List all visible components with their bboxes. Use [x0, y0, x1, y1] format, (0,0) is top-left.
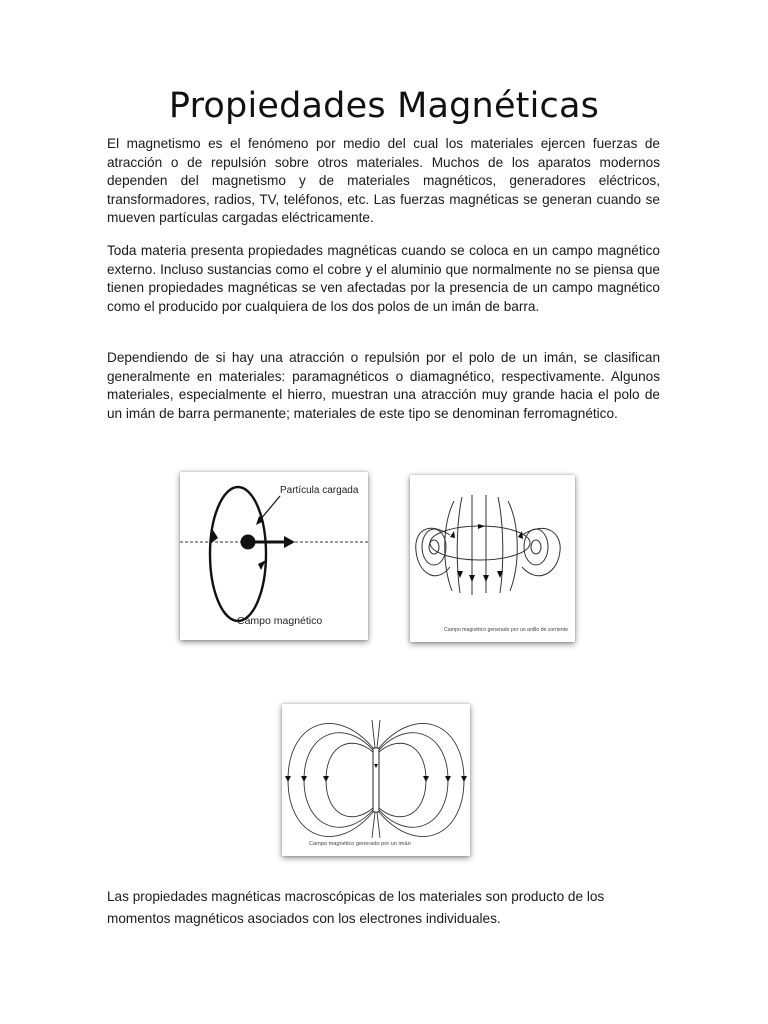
bar-magnet-diagram	[282, 704, 470, 856]
figure-1-caption: Campo magnético	[237, 615, 323, 627]
current-loop-diagram	[410, 475, 575, 642]
figure-bar-magnet	[282, 704, 470, 856]
paragraph-1: El magnetismo es el fenómeno por medio del cual los materiales ejercen fuerzas de atracción o de repulsión sobre otros materiales. Muchos de los aparatos modernos dependen del magnetismo y de materiales magnéticos, generadores eléctricos, transformadores, radios, TV, teléfonos, etc. Las fuerzas magnéticas se generan cuando se mueven partículas cargadas eléctricamente.	[107, 136, 660, 226]
paragraph-3: Dependiendo de si hay una atracción o repulsión por el polo de un imán, se clasifican generalmente en materiales: paramagnéticos o diamagnético, respectivamente. Algunos materiales, especialmente el hierro, muestran una atracción muy grande hacia el polo de un imán de barra permanente; materiales de este tipo se denominan ferromagnético.	[107, 350, 660, 421]
paragraph-2: Toda materia presenta propiedades magnéticas cuando se coloca en un campo magnético externo. Incluso sustancias como el cobre y el aluminio que normalmente no se piensa que tienen propiedades magnéticas se ven afectadas por la presencia de un campo magnético como el producido por cualquiera de los dos polos de un imán de barra.	[107, 243, 660, 314]
figure-current-loop	[410, 475, 575, 642]
figure-2-caption: Campo magnético generado por un anillo de corriente	[444, 627, 569, 633]
paragraph-4: Las propiedades magnéticas macroscópicas de los materiales son producto de los momentos magnéticos asociados con los electrones individuales.	[107, 889, 605, 926]
figure-charged-particle	[180, 472, 368, 640]
particle-label: Partícula cargada	[280, 485, 359, 496]
figure-3-caption: Campo magnético generado por un imán	[309, 841, 411, 847]
page-title: Propiedades Magnéticas	[168, 86, 600, 126]
